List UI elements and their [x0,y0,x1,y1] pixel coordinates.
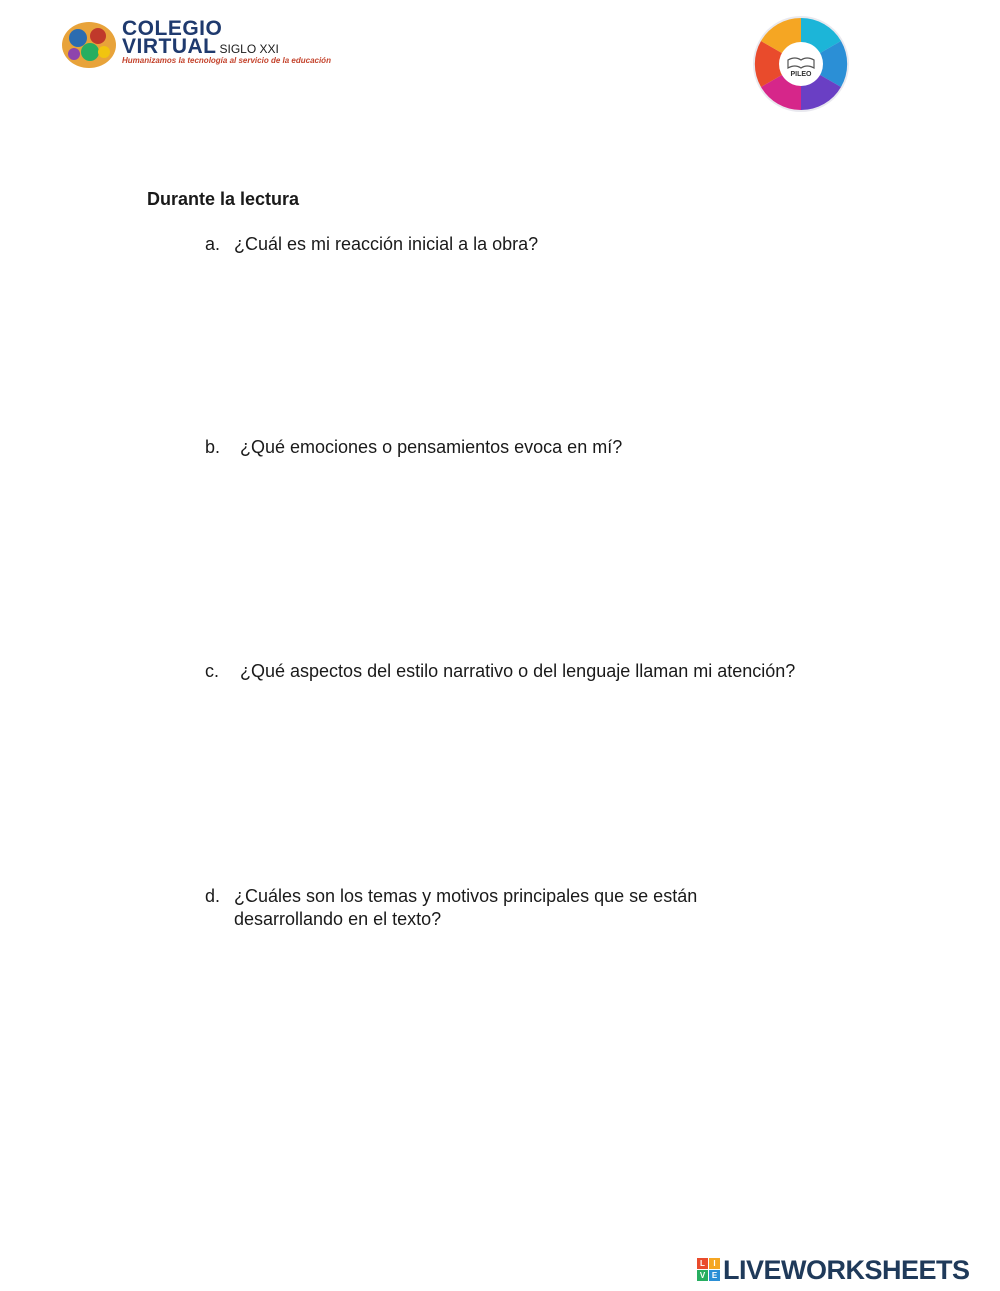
question-marker: c. [205,661,220,681]
liveworksheets-brand: LIVEWORKSHEETS [723,1255,970,1285]
question-text-continued: desarrollando en el texto? [234,909,442,929]
question-text: ¿Cuál es mi reacción inicial a la obra? [234,234,539,254]
question-marker: b. [205,437,221,457]
school-emblem-icon [60,18,118,70]
section-title: Durante la lectura [147,189,300,209]
school-name: COLEGIO VIRTUAL SIGLO XXI [122,17,279,58]
question-text: ¿Qué aspectos del estilo narrativo o del lenguaje llaman mi atención? [240,661,796,681]
pileo-label: PILEO [790,71,812,78]
liveworksheets-badge-icon: L I V E [697,1258,721,1282]
question-marker: d. [205,886,221,906]
question-marker: a. [205,234,221,254]
school-logo [60,18,340,72]
pileo-logo [750,14,852,114]
school-tagline: Humanizamos la tecnología al servicio de la educación [122,56,331,65]
question-text: ¿Cuáles son los temas y motivos principales que se están [234,886,698,906]
question-text: ¿Qué emociones o pensamientos evoca en mí? [240,437,623,457]
